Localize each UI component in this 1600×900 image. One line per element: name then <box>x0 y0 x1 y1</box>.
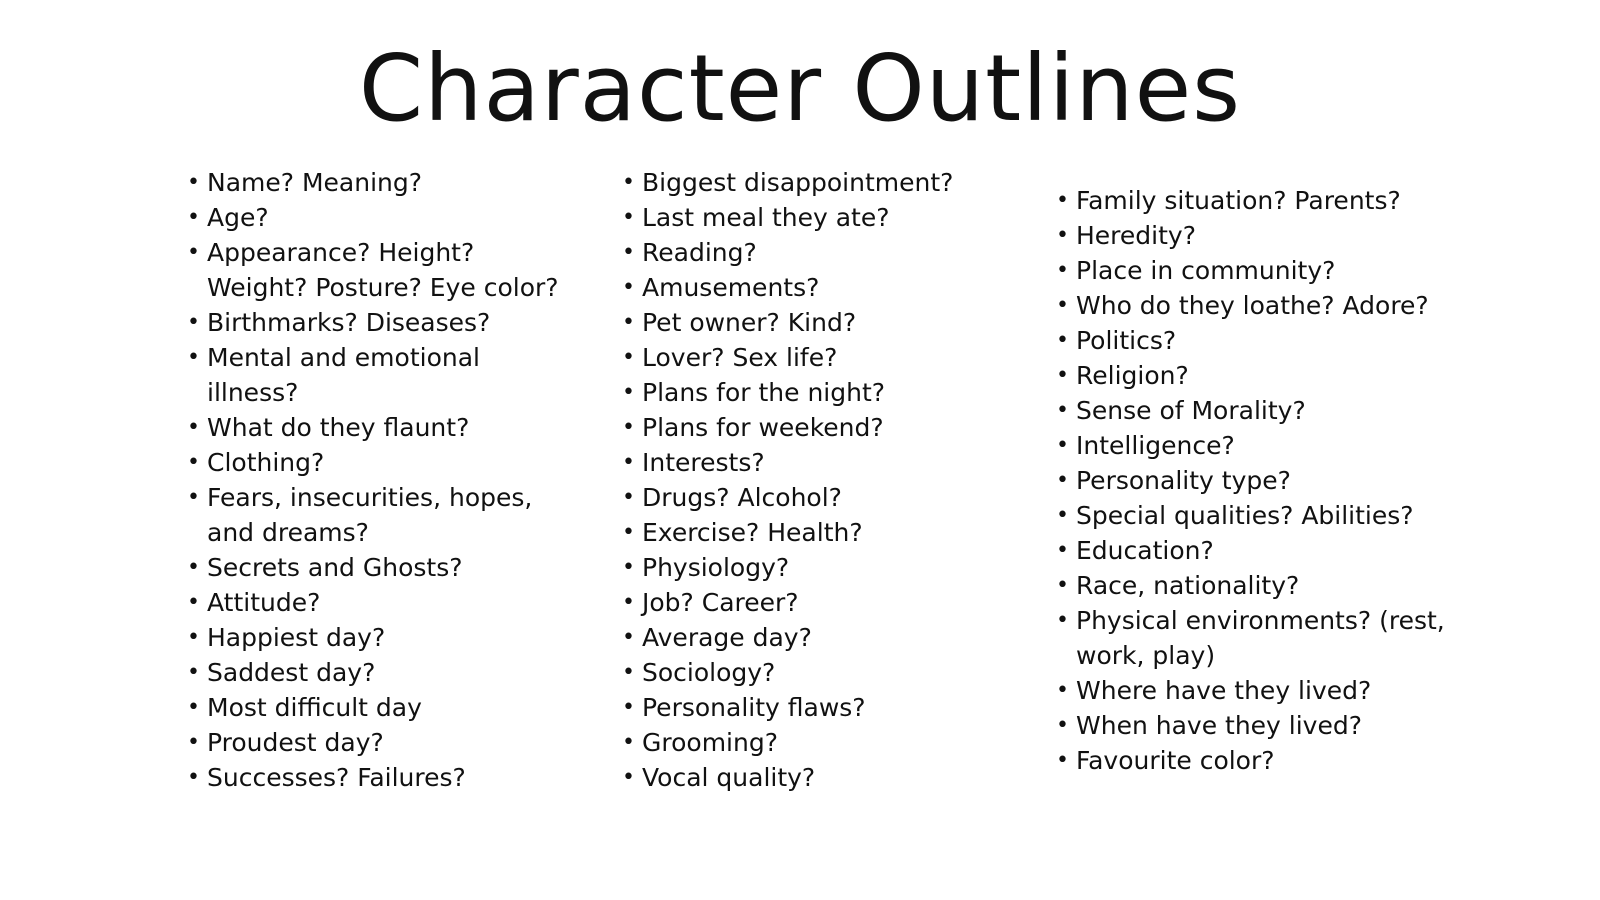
outline-item: • Where have they lived? <box>1056 673 1476 708</box>
outline-item: • Job? Career? <box>622 585 1042 620</box>
outline-item: • Lover? Sex life? <box>622 340 1042 375</box>
outline-item: • Physiology? <box>622 550 1042 585</box>
outline-item: • Exercise? Health? <box>622 515 1042 550</box>
outline-item: • Birthmarks? Diseases? <box>187 305 577 340</box>
outline-item: • Politics? <box>1056 323 1476 358</box>
outline-item: • Favourite color? <box>1056 743 1476 778</box>
outline-item: • Plans for weekend? <box>622 410 1042 445</box>
outline-item: • Religion? <box>1056 358 1476 393</box>
outline-item: • Race, nationality? <box>1056 568 1476 603</box>
outline-item: • Personality flaws? <box>622 690 1042 725</box>
outline-item: • Family situation? Parents? <box>1056 183 1476 218</box>
slide-title: Character Outlines <box>358 35 1242 142</box>
outline-item: • Successes? Failures? <box>187 760 577 795</box>
outline-item: • Happiest day? <box>187 620 577 655</box>
outline-item: • Drugs? Alcohol? <box>622 480 1042 515</box>
outline-item: • Education? <box>1056 533 1476 568</box>
outline-item: • Plans for the night? <box>622 375 1042 410</box>
outline-item: • Average day? <box>622 620 1042 655</box>
outline-item: • Saddest day? <box>187 655 577 690</box>
outline-item: • Place in community? <box>1056 253 1476 288</box>
outline-item: • Pet owner? Kind? <box>622 305 1042 340</box>
outline-item: • Sociology? <box>622 655 1042 690</box>
outline-item: • Heredity? <box>1056 218 1476 253</box>
outline-item: • Biggest disappointment? <box>622 165 1042 200</box>
outline-item: • Proudest day? <box>187 725 577 760</box>
outline-item: • Amusements? <box>622 270 1042 305</box>
outline-item: • Last meal they ate? <box>622 200 1042 235</box>
outline-column-3 <box>1056 183 1476 778</box>
outline-column-2 <box>622 165 1042 795</box>
outline-item: • What do they flaunt? <box>187 410 577 445</box>
outline-item: • Physical environments? (rest, work, play) <box>1056 603 1476 673</box>
outline-item: • Vocal quality? <box>622 760 1042 795</box>
outline-item: • Sense of Morality? <box>1056 393 1476 428</box>
outline-item: • Grooming? <box>622 725 1042 760</box>
outline-item: • Clothing? <box>187 445 577 480</box>
outline-item: • Special qualities? Abilities? <box>1056 498 1476 533</box>
outline-item: • Attitude? <box>187 585 577 620</box>
outline-item: • Fears, insecurities, hopes, and dreams? <box>187 480 577 550</box>
outline-column-1 <box>187 165 577 795</box>
outline-item: • Name? Meaning? <box>187 165 577 200</box>
outline-item: • Most difficult day <box>187 690 577 725</box>
outline-item: • Secrets and Ghosts? <box>187 550 577 585</box>
outline-item: • Personality type? <box>1056 463 1476 498</box>
outline-item: • Mental and emotional illness? <box>187 340 577 410</box>
outline-item: • When have they lived? <box>1056 708 1476 743</box>
outline-item: • Who do they loathe? Adore? <box>1056 288 1476 323</box>
outline-item: • Age? <box>187 200 577 235</box>
outline-item: • Reading? <box>622 235 1042 270</box>
outline-item: • Interests? <box>622 445 1042 480</box>
outline-item: • Intelligence? <box>1056 428 1476 463</box>
outline-item: • Appearance? Height? Weight? Posture? Eye color? <box>187 235 577 305</box>
